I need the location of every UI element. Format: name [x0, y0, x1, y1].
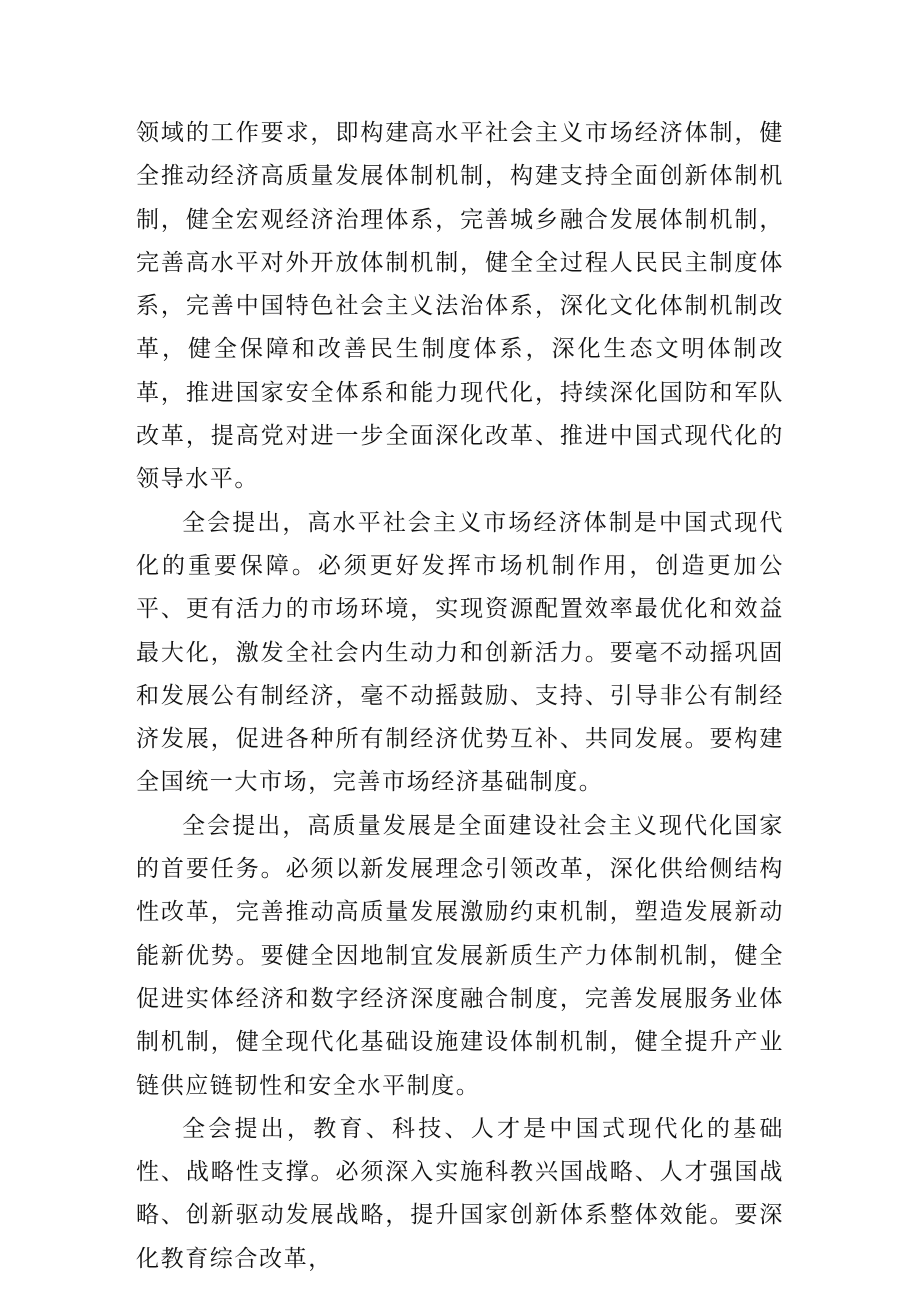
paragraph-continuation: 领域的工作要求，即构建高水平社会主义市场经济体制，健全推动经济高质量发展体制机制，构建支持全面创新体制机制，健全宏观经济治理体系，完善城乡融合发展体制机制，完善高水平对外开放体制机制，健全全过程人民民主制度体系，完善中国特色社会主义法治体系，深化文化体制机制改革，健全保障和改善民生制度体系，深化生态文明体制改革，推进国家安全体系和能力现代化，持续深化国防和军队改革，提高党对进一步全面深化改革、推进中国式现代化的领导水平。: [136, 120, 784, 493]
paragraph-high-quality-development: 全会提出，高质量发展是全面建设社会主义现代化国家的首要任务。必须以新发展理念引领改革，深化供给侧结构性改革，完善推动高质量发展激励约束机制，塑造发展新动能新优势。要健全因地制宜发展新质生产力体制机制，健全促进实体经济和数字经济深度融合制度，完善发展服务业体制机制，健全现代化基础设施建设体制机制，健全提升产业链供应链韧性和安全水平制度。: [136, 812, 784, 1099]
paragraph-education-science-talent: 全会提出，教育、科技、人才是中国式现代化的基础性、战略性支撑。必须深入实施科教兴国战略、人才强国战略、创新驱动发展战略，提升国家创新体系整体效能。要深化教育综合改革，: [136, 1115, 784, 1272]
paragraph-market-economy: 全会提出，高水平社会主义市场经济体制是中国式现代化的重要保障。必须更好发挥市场机制作用，创造更加公平、更有活力的市场环境，实现资源配置效率最优化和效益最大化，激发全社会内生动力和创新活力。要毫不动摇巩固和发展公有制经济，毫不动摇鼓励、支持、引导非公有制经济发展，促进各种所有制经济优势互补、共同发展。要构建全国统一大市场，完善市场经济基础制度。: [136, 509, 784, 796]
document-body: [136, 112, 784, 1281]
